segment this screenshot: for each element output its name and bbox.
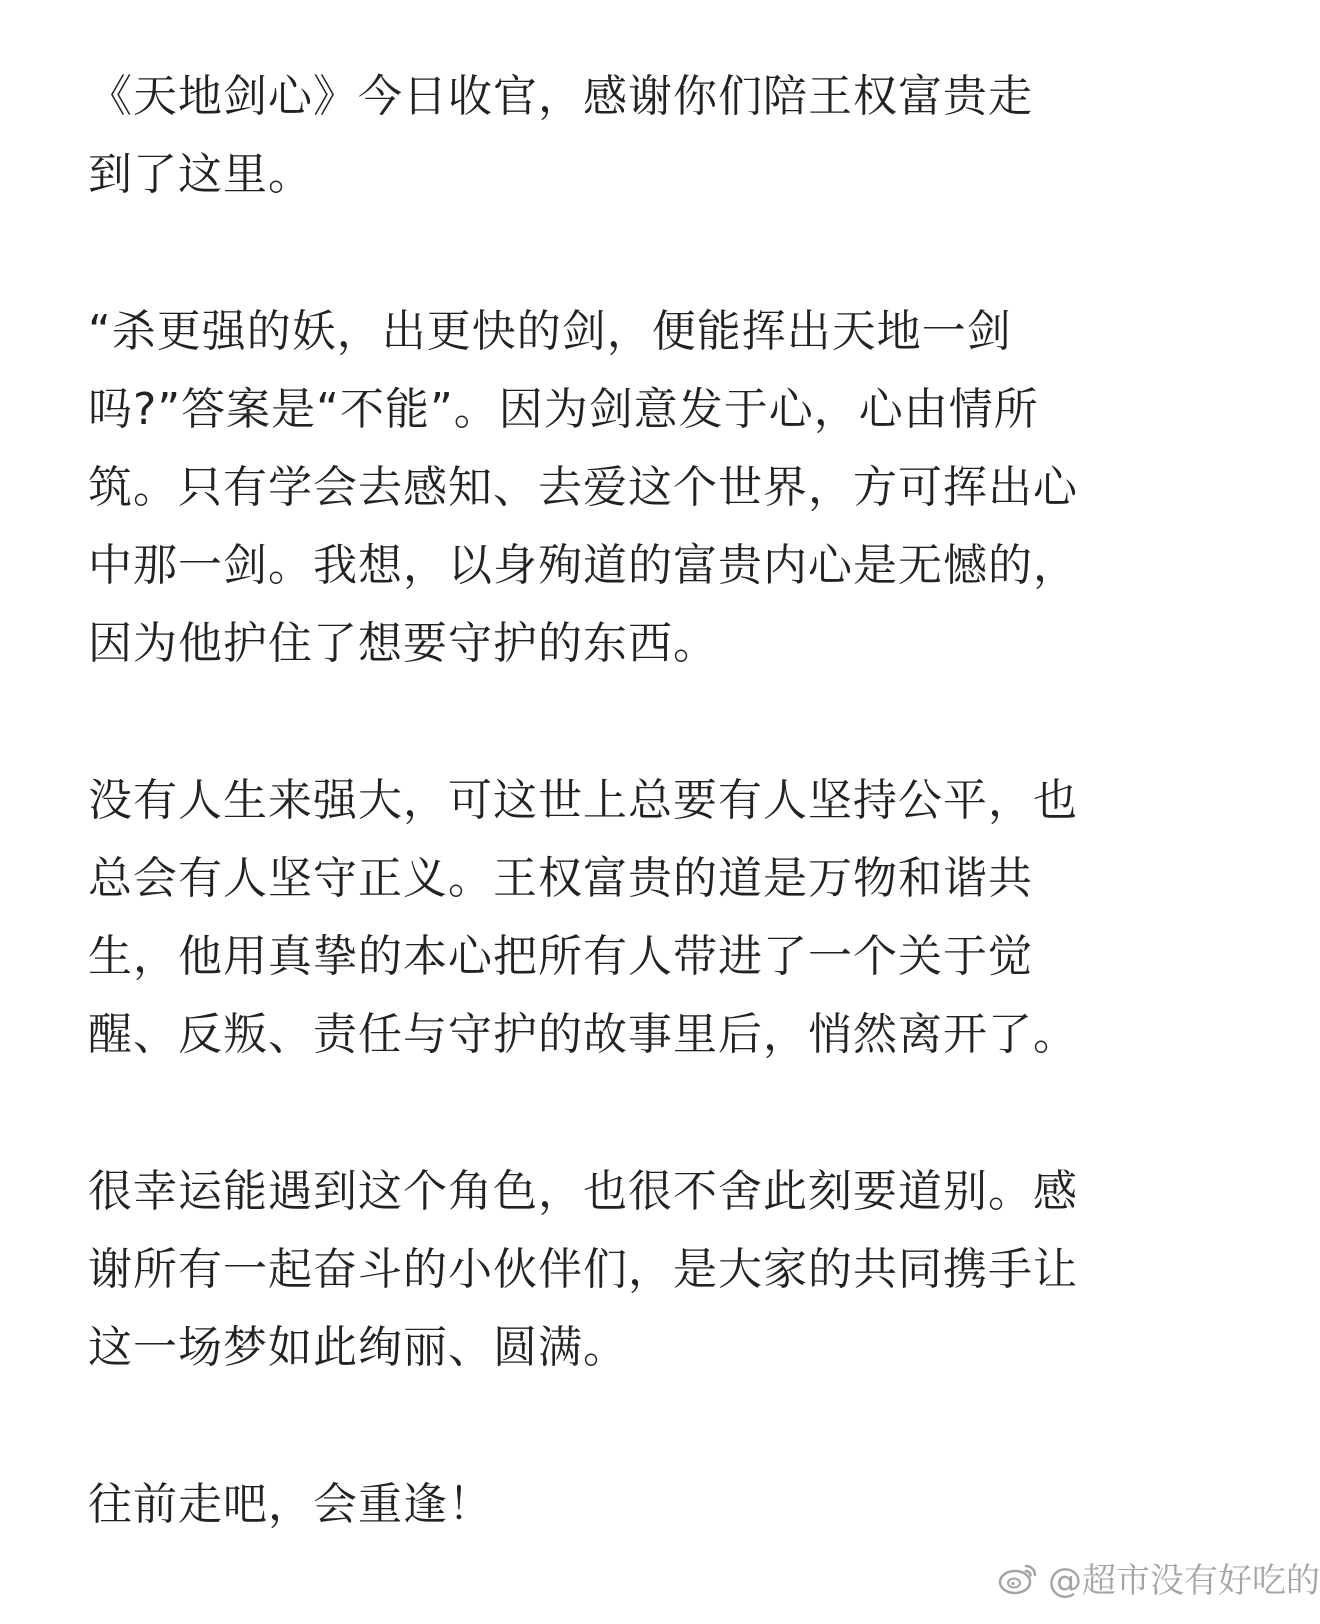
weibo-logo-icon <box>998 1560 1040 1596</box>
text-line: 因为他护住了想要守护的东西。 <box>88 618 718 669</box>
text-line: 筑。只有学会去感知、去爱这个世界，方可挥出心 <box>88 462 1078 513</box>
post-body <box>88 58 1228 1544</box>
text-line: 中那一剑。我想，以身殉道的富贵内心是无憾的， <box>88 540 1078 591</box>
watermark-text: @超市没有好吃的 <box>1048 1561 1320 1601</box>
text-line: “杀更强的妖，出更快的剑，便能挥出天地一剑 <box>88 306 1012 357</box>
text-line: 这一场梦如此绚丽、圆满。 <box>88 1322 628 1373</box>
text-line: 醒、反叛、责任与守护的故事里后，悄然离开了。 <box>88 1009 1078 1060</box>
paragraph-1 <box>88 58 1228 214</box>
text-line: 吗?”答案是“不能”。因为剑意发于心，心由情所 <box>88 384 1039 435</box>
text-line: 到了这里。 <box>88 149 313 200</box>
text-line: 往前走吧，会重逢！ <box>88 1479 493 1530</box>
text-line: 没有人生来强大，可这世上总要有人坚持公平，也 <box>88 775 1078 826</box>
text-line: 总会有人坚守正义。王权富贵的道是万物和谐共 <box>88 853 1033 904</box>
weibo-watermark <box>998 1553 1320 1602</box>
text-line: 《天地剑心》今日收官，感谢你们陪王权富贵走 <box>88 71 1033 122</box>
paragraph-2 <box>88 293 1228 683</box>
paragraph-5 <box>88 1466 1228 1544</box>
text-line: 很幸运能遇到这个角色，也很不舍此刻要道别。感 <box>88 1166 1078 1217</box>
text-line: 生，他用真挚的本心把所有人带进了一个关于觉 <box>88 931 1033 982</box>
paragraph-3 <box>88 762 1228 1074</box>
paragraph-4 <box>88 1153 1228 1387</box>
text-line: 谢所有一起奋斗的小伙伴们，是大家的共同携手让 <box>88 1244 1078 1295</box>
